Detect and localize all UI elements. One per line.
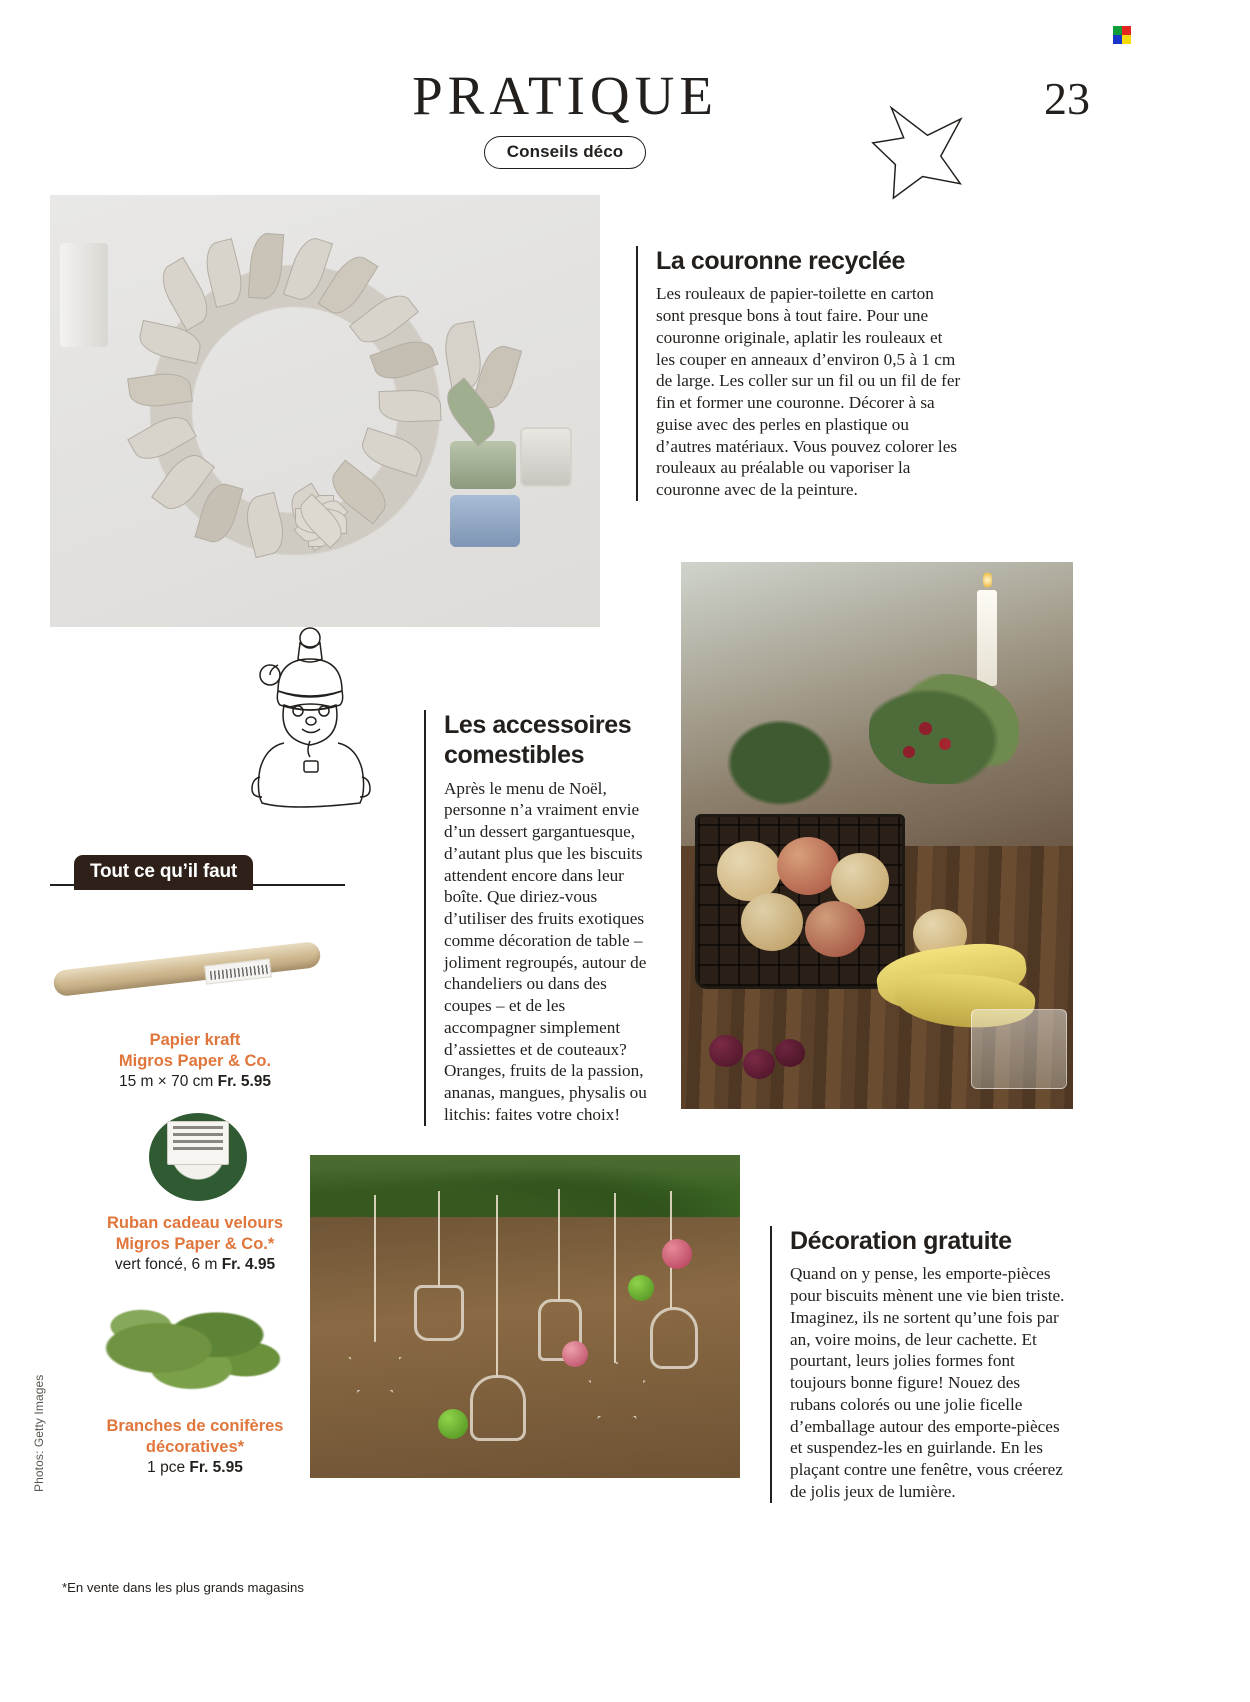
needs-tab-label: Tout ce qu’il faut <box>74 855 253 890</box>
product-price: Fr. 5.95 <box>217 1073 272 1091</box>
regmark-swatch-yellow <box>1122 35 1131 44</box>
article-body: Après le menu de Noël, personne n’a vraiment envie d’un dessert gargantuesque, d’autant plus que les biscuits attendent encore dans leur boîte. Que diriez-vous d’utiliser des fruits exotiques comme décoration de table – joliment regroupés, autour de chandeliers ou dans des coupes – et de les accompagner simplement d’assiettes et de couteaux? Oranges, fruits de la passion, ananas, mangues, physalis ou litchis: faites votre choix! <box>444 778 647 1124</box>
christmas-table-fruit-basket-photo <box>681 562 1073 1109</box>
product-item <box>45 1095 345 1274</box>
page-title: PRATIQUE <box>412 65 718 126</box>
conifer-branches-photo <box>45 1278 345 1416</box>
product-name-line2: Migros Paper & Co.* <box>115 1234 275 1253</box>
hanging-cookie-cutters-photo <box>310 1155 740 1478</box>
velvet-ribbon-spool-photo <box>45 1095 345 1213</box>
registration-mark-icon <box>1113 26 1131 44</box>
article-heading: Les accessoires comestibles <box>444 711 632 770</box>
product-size: 1 pce <box>147 1459 186 1477</box>
santa-claus-line-drawing <box>244 625 382 810</box>
article-heading: Décoration gratuite <box>790 1227 1012 1255</box>
regmark-swatch-red <box>1122 26 1131 35</box>
article-les-accessoires-comestibles <box>424 710 658 1126</box>
sidebar-footnote: *En vente dans les plus grands magasins <box>62 1580 304 1595</box>
article-body: Quand on y pense, les emporte-pièces pour biscuits mènent une vie bien triste. Imaginez, ils ne sortent qu’une fois par an, voire moins, de leur cachette. Et pourtant, leurs jolies formes font toujours bonne figure! Nouez des rubans colorés ou une jolie ficelle d’emballage autour des emporte-pièces et suspendez-les en guirlande. En les plaçant contre une fenêtre, vous créerez de jolis jeux de lumière. <box>790 1264 1065 1501</box>
product-size: vert foncé, 6 m <box>114 1256 218 1274</box>
photo-credit: Photos: Getty Images <box>32 1374 46 1492</box>
page-header <box>395 65 735 169</box>
kraft-paper-roll-photo <box>45 912 345 1030</box>
regmark-swatch-blue <box>1113 35 1122 44</box>
star-outline-icon <box>866 92 974 200</box>
product-meta <box>45 1073 345 1091</box>
product-item <box>45 912 345 1091</box>
toilet-paper-roll-wreath-photo <box>50 195 600 627</box>
article-heading: La couronne recyclée <box>656 247 906 275</box>
section-badge: Conseils déco <box>484 136 647 169</box>
article-body: Les rouleaux de papier-toilette en carton sont presque bons à tout faire. Pour une couronne originale, aplatir les rouleaux et les couper en anneaux d’environ 0,5 à 1 cm de large. Les coller sur un fil ou un fil de fer fin et former une couronne. Décorer à sa guise avec des perles en plastique ou d’autres matériaux. Vous pouvez colorer les rouleaux au préalable ou vaporiser la couronne avec de la peinture. <box>656 284 961 499</box>
product-price: Fr. 4.95 <box>221 1256 276 1274</box>
product-name-line2: décoratives* <box>145 1437 245 1456</box>
article-decoration-gratuite <box>770 1226 1070 1503</box>
product-size: 15 m × 70 cm <box>118 1073 214 1091</box>
regmark-swatch-green <box>1113 26 1122 35</box>
product-name-line1: Branches de conifères <box>106 1417 284 1435</box>
article-la-couronne-recyclee <box>636 246 964 501</box>
product-name-line2: Migros Paper & Co. <box>118 1051 272 1070</box>
product-meta <box>45 1459 345 1477</box>
product-name-line1: Ruban cadeau velours <box>106 1214 284 1232</box>
product-item <box>45 1278 345 1477</box>
page-number: 23 <box>1044 73 1090 124</box>
product-meta <box>45 1256 345 1274</box>
product-name-line1: Papier kraft <box>149 1031 241 1049</box>
product-price: Fr. 5.95 <box>189 1459 243 1477</box>
